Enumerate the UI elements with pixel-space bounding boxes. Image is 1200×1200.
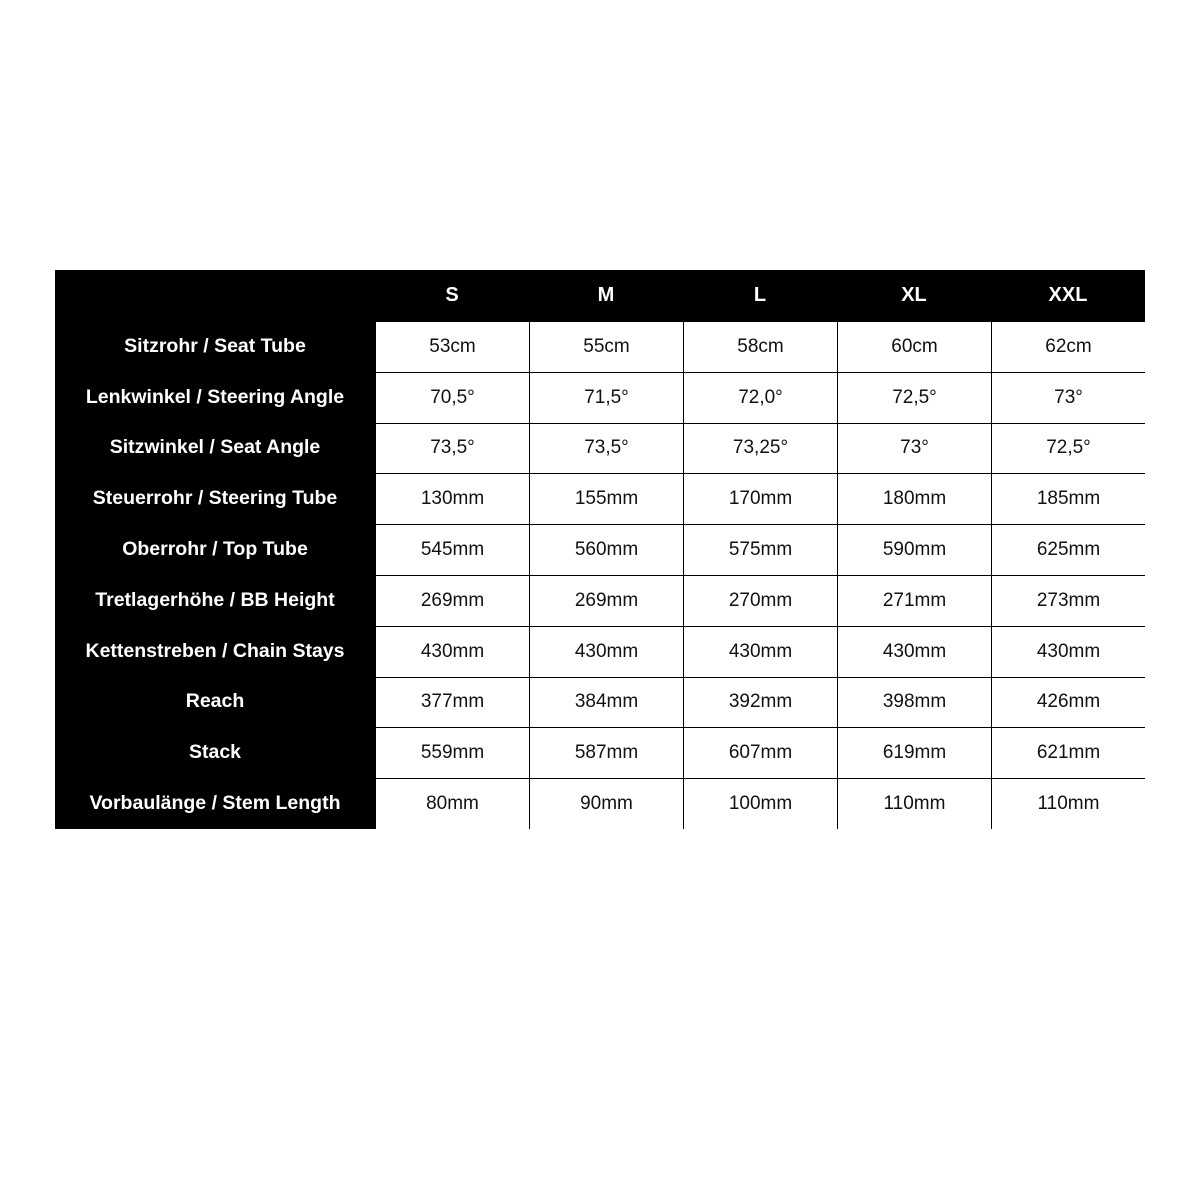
table-cell: 73,25° bbox=[683, 423, 837, 474]
table-cell: 271mm bbox=[837, 575, 991, 626]
table-cell: 73° bbox=[991, 372, 1145, 423]
table-cell: 58cm bbox=[683, 321, 837, 372]
row-label: Kettenstreben / Chain Stays bbox=[55, 626, 375, 677]
table-cell: 273mm bbox=[991, 575, 1145, 626]
table-cell: 62cm bbox=[991, 321, 1145, 372]
table-cell: 72,5° bbox=[991, 423, 1145, 474]
table-cell: 55cm bbox=[529, 321, 683, 372]
table-cell: 73° bbox=[837, 423, 991, 474]
table-cell: 607mm bbox=[683, 727, 837, 778]
table-cell: 426mm bbox=[991, 677, 1145, 728]
table-cell: 72,5° bbox=[837, 372, 991, 423]
table-cell: 70,5° bbox=[375, 372, 529, 423]
column-header-size: S bbox=[375, 270, 529, 321]
column-header-size: L bbox=[683, 270, 837, 321]
table-cell: 185mm bbox=[991, 473, 1145, 524]
table-cell: 130mm bbox=[375, 473, 529, 524]
table-cell: 559mm bbox=[375, 727, 529, 778]
table-cell: 72,0° bbox=[683, 372, 837, 423]
row-label: Sitzwinkel / Seat Angle bbox=[55, 423, 375, 474]
table-cell: 430mm bbox=[529, 626, 683, 677]
table-cell: 110mm bbox=[837, 778, 991, 829]
table-cell: 73,5° bbox=[375, 423, 529, 474]
row-label: Lenkwinkel / Steering Angle bbox=[55, 372, 375, 423]
table-cell: 90mm bbox=[529, 778, 683, 829]
column-header-size: M bbox=[529, 270, 683, 321]
table-cell: 587mm bbox=[529, 727, 683, 778]
row-label: Steuerrohr / Steering Tube bbox=[55, 473, 375, 524]
table-cell: 269mm bbox=[529, 575, 683, 626]
column-header-size: XL bbox=[837, 270, 991, 321]
table-cell: 625mm bbox=[991, 524, 1145, 575]
row-label: Stack bbox=[55, 727, 375, 778]
table-cell: 560mm bbox=[529, 524, 683, 575]
row-label: Reach bbox=[55, 677, 375, 728]
table-cell: 430mm bbox=[683, 626, 837, 677]
table-cell: 377mm bbox=[375, 677, 529, 728]
table-cell: 545mm bbox=[375, 524, 529, 575]
table-cell: 575mm bbox=[683, 524, 837, 575]
table-cell: 180mm bbox=[837, 473, 991, 524]
row-label: Tretlagerhöhe / BB Height bbox=[55, 575, 375, 626]
table-cell: 392mm bbox=[683, 677, 837, 728]
table-corner bbox=[55, 270, 375, 321]
column-header-size: XXL bbox=[991, 270, 1145, 321]
table-cell: 269mm bbox=[375, 575, 529, 626]
table-cell: 430mm bbox=[837, 626, 991, 677]
table-cell: 110mm bbox=[991, 778, 1145, 829]
table-cell: 71,5° bbox=[529, 372, 683, 423]
table-cell: 73,5° bbox=[529, 423, 683, 474]
table-cell: 80mm bbox=[375, 778, 529, 829]
table-cell: 100mm bbox=[683, 778, 837, 829]
geometry-table bbox=[55, 270, 1145, 829]
table-cell: 398mm bbox=[837, 677, 991, 728]
table-cell: 619mm bbox=[837, 727, 991, 778]
row-label: Sitzrohr / Seat Tube bbox=[55, 321, 375, 372]
table-cell: 53cm bbox=[375, 321, 529, 372]
table-cell: 430mm bbox=[991, 626, 1145, 677]
table-cell: 621mm bbox=[991, 727, 1145, 778]
row-label: Oberrohr / Top Tube bbox=[55, 524, 375, 575]
table-cell: 155mm bbox=[529, 473, 683, 524]
table-cell: 60cm bbox=[837, 321, 991, 372]
table-cell: 170mm bbox=[683, 473, 837, 524]
table-cell: 384mm bbox=[529, 677, 683, 728]
row-label: Vorbaulänge / Stem Length bbox=[55, 778, 375, 829]
table-cell: 430mm bbox=[375, 626, 529, 677]
table-cell: 270mm bbox=[683, 575, 837, 626]
table-cell: 590mm bbox=[837, 524, 991, 575]
